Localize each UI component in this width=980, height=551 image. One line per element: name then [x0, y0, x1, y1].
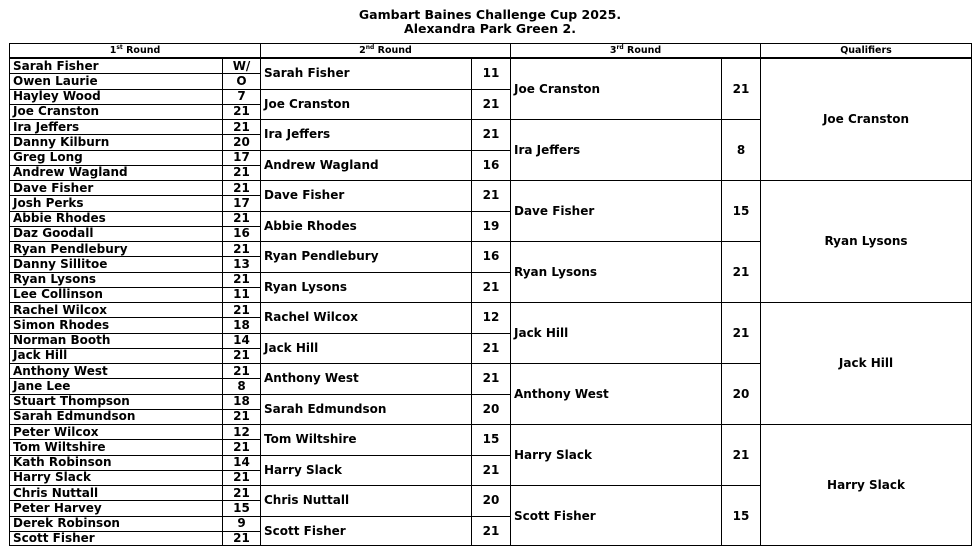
- player-score: 21: [233, 348, 250, 363]
- player-name: Derek Robinson: [13, 516, 120, 531]
- player-name: Rachel Wilcox: [13, 302, 107, 317]
- player-name: Chris Nuttall: [13, 485, 99, 500]
- player-name: Scott Fisher: [13, 531, 95, 546]
- player-score: 21: [482, 462, 500, 477]
- player-score: 11: [233, 287, 250, 302]
- player-name: Ira Jeffers: [264, 127, 331, 142]
- player-name: Hayley Wood: [13, 89, 101, 104]
- player-name: Scott Fisher: [264, 523, 346, 538]
- player-name: Kath Robinson: [13, 455, 112, 470]
- player-score: 21: [732, 325, 750, 340]
- player-name: Jane Lee: [13, 378, 71, 393]
- player-name: Anthony West: [514, 386, 609, 401]
- player-score: 21: [233, 470, 250, 485]
- player-name: Sarah Edmundson: [13, 409, 136, 424]
- player-name: Joe Cranston: [514, 81, 601, 96]
- player-score: 15: [732, 203, 750, 218]
- player-score: 12: [233, 424, 250, 439]
- player-score: O: [236, 73, 247, 88]
- player-score: 17: [233, 150, 250, 165]
- player-name: Ryan Pendlebury: [264, 249, 379, 264]
- player-score: 18: [233, 394, 250, 409]
- player-name: Ira Jeffers: [514, 142, 581, 157]
- player-name: Scott Fisher: [514, 508, 596, 523]
- player-name: Abbie Rhodes: [264, 218, 357, 233]
- player-name: Jack Hill: [514, 325, 569, 340]
- player-name: Sarah Fisher: [13, 58, 99, 73]
- qualifier-name: Ryan Lysons: [824, 234, 908, 248]
- player-name: Simon Rhodes: [13, 317, 110, 332]
- player-name: Owen Laurie: [13, 73, 98, 88]
- player-score: 21: [233, 363, 250, 378]
- player-name: Anthony West: [264, 371, 359, 386]
- player-name: Ryan Lysons: [13, 272, 97, 287]
- player-name: Andrew Wagland: [13, 165, 128, 180]
- player-name: Rachel Wilcox: [264, 310, 358, 325]
- player-name: Anthony West: [13, 363, 108, 378]
- player-name: Dave Fisher: [514, 203, 595, 218]
- player-score: 16: [233, 226, 250, 241]
- player-score: 21: [233, 165, 250, 180]
- player-score: 21: [233, 180, 250, 195]
- player-score: 19: [482, 218, 500, 233]
- player-score: 15: [482, 432, 500, 447]
- player-name: Jack Hill: [13, 348, 68, 363]
- player-name: Lee Collinson: [13, 287, 103, 302]
- player-score: 20: [233, 134, 250, 149]
- player-score: 21: [233, 485, 250, 500]
- player-score: 21: [233, 241, 250, 256]
- player-name: Joe Cranston: [13, 104, 100, 119]
- player-score: 21: [233, 302, 250, 317]
- player-score: 11: [482, 66, 500, 81]
- player-name: Tom Wiltshire: [13, 439, 106, 454]
- player-name: Jack Hill: [264, 340, 319, 355]
- player-score: 9: [237, 516, 246, 531]
- player-name: Harry Slack: [264, 462, 342, 477]
- page-title: Gambart Baines Challenge Cup 2025.: [358, 7, 622, 22]
- qualifier-name: Harry Slack: [827, 478, 905, 492]
- player-score: 21: [482, 127, 500, 142]
- player-name: Ryan Lysons: [514, 264, 598, 279]
- player-name: Joe Cranston: [264, 96, 351, 111]
- player-name: Tom Wiltshire: [264, 432, 357, 447]
- player-name: Norman Booth: [13, 333, 111, 348]
- player-name: Dave Fisher: [13, 180, 94, 195]
- player-score: 21: [233, 211, 250, 226]
- player-score: 15: [732, 508, 750, 523]
- player-name: Ira Jeffers: [13, 119, 80, 134]
- player-score: 21: [482, 523, 500, 538]
- header-round-3: 3rd Round: [510, 43, 761, 58]
- player-score: 21: [233, 439, 250, 454]
- player-name: Sarah Fisher: [264, 66, 350, 81]
- player-name: Andrew Wagland: [264, 157, 379, 172]
- player-name: Chris Nuttall: [264, 493, 350, 508]
- player-name: Harry Slack: [514, 447, 592, 462]
- player-name: Sarah Edmundson: [264, 401, 387, 416]
- player-score: 21: [233, 104, 250, 119]
- player-score: 8: [237, 378, 246, 393]
- qualifier-name: Jack Hill: [838, 356, 894, 370]
- player-score: 21: [233, 272, 250, 287]
- player-score: 20: [482, 493, 500, 508]
- player-score: 13: [233, 256, 250, 271]
- player-score: 21: [233, 119, 250, 134]
- player-score: 15: [233, 500, 250, 515]
- header-qualifiers: Qualifiers: [760, 43, 972, 58]
- player-name: Ryan Pendlebury: [13, 241, 128, 256]
- player-score: 20: [482, 401, 500, 416]
- player-name: Greg Long: [13, 150, 83, 165]
- player-name: Danny Sillitoe: [13, 256, 108, 271]
- player-score: 17: [233, 195, 250, 210]
- player-name: Danny Kilburn: [13, 134, 110, 149]
- player-score: 18: [233, 317, 250, 332]
- player-score: 21: [482, 371, 500, 386]
- player-name: Harry Slack: [13, 470, 91, 485]
- player-name: Ryan Lysons: [264, 279, 348, 294]
- player-score: 21: [732, 447, 750, 462]
- header-round-2: 2nd Round: [260, 43, 511, 58]
- player-name: Stuart Thompson: [13, 394, 130, 409]
- player-score: 7: [237, 89, 246, 104]
- player-name: Peter Harvey: [13, 500, 102, 515]
- player-score: 14: [233, 455, 250, 470]
- player-score: 20: [732, 386, 750, 401]
- player-score: 21: [482, 279, 500, 294]
- player-score: 21: [482, 188, 500, 203]
- player-score: 16: [482, 157, 500, 172]
- header-round-1: 1st Round: [9, 43, 261, 58]
- qualifier-name: Joe Cranston: [822, 112, 910, 126]
- player-name: Josh Perks: [13, 195, 84, 210]
- player-score: 14: [233, 333, 250, 348]
- player-name: Dave Fisher: [264, 188, 345, 203]
- player-name: Daz Goodall: [13, 226, 94, 241]
- player-score: 16: [482, 249, 500, 264]
- player-score: 21: [482, 340, 500, 355]
- player-score: 8: [736, 142, 746, 157]
- player-score: 21: [482, 96, 500, 111]
- player-score: 12: [482, 310, 500, 325]
- player-score: 21: [732, 264, 750, 279]
- player-name: Abbie Rhodes: [13, 211, 106, 226]
- player-score: 21: [233, 531, 250, 546]
- player-score: 21: [233, 409, 250, 424]
- player-score: W/: [232, 58, 251, 73]
- player-name: Peter Wilcox: [13, 424, 99, 439]
- player-score: 21: [732, 81, 750, 96]
- page-subtitle: Alexandra Park Green 2.: [404, 21, 576, 36]
